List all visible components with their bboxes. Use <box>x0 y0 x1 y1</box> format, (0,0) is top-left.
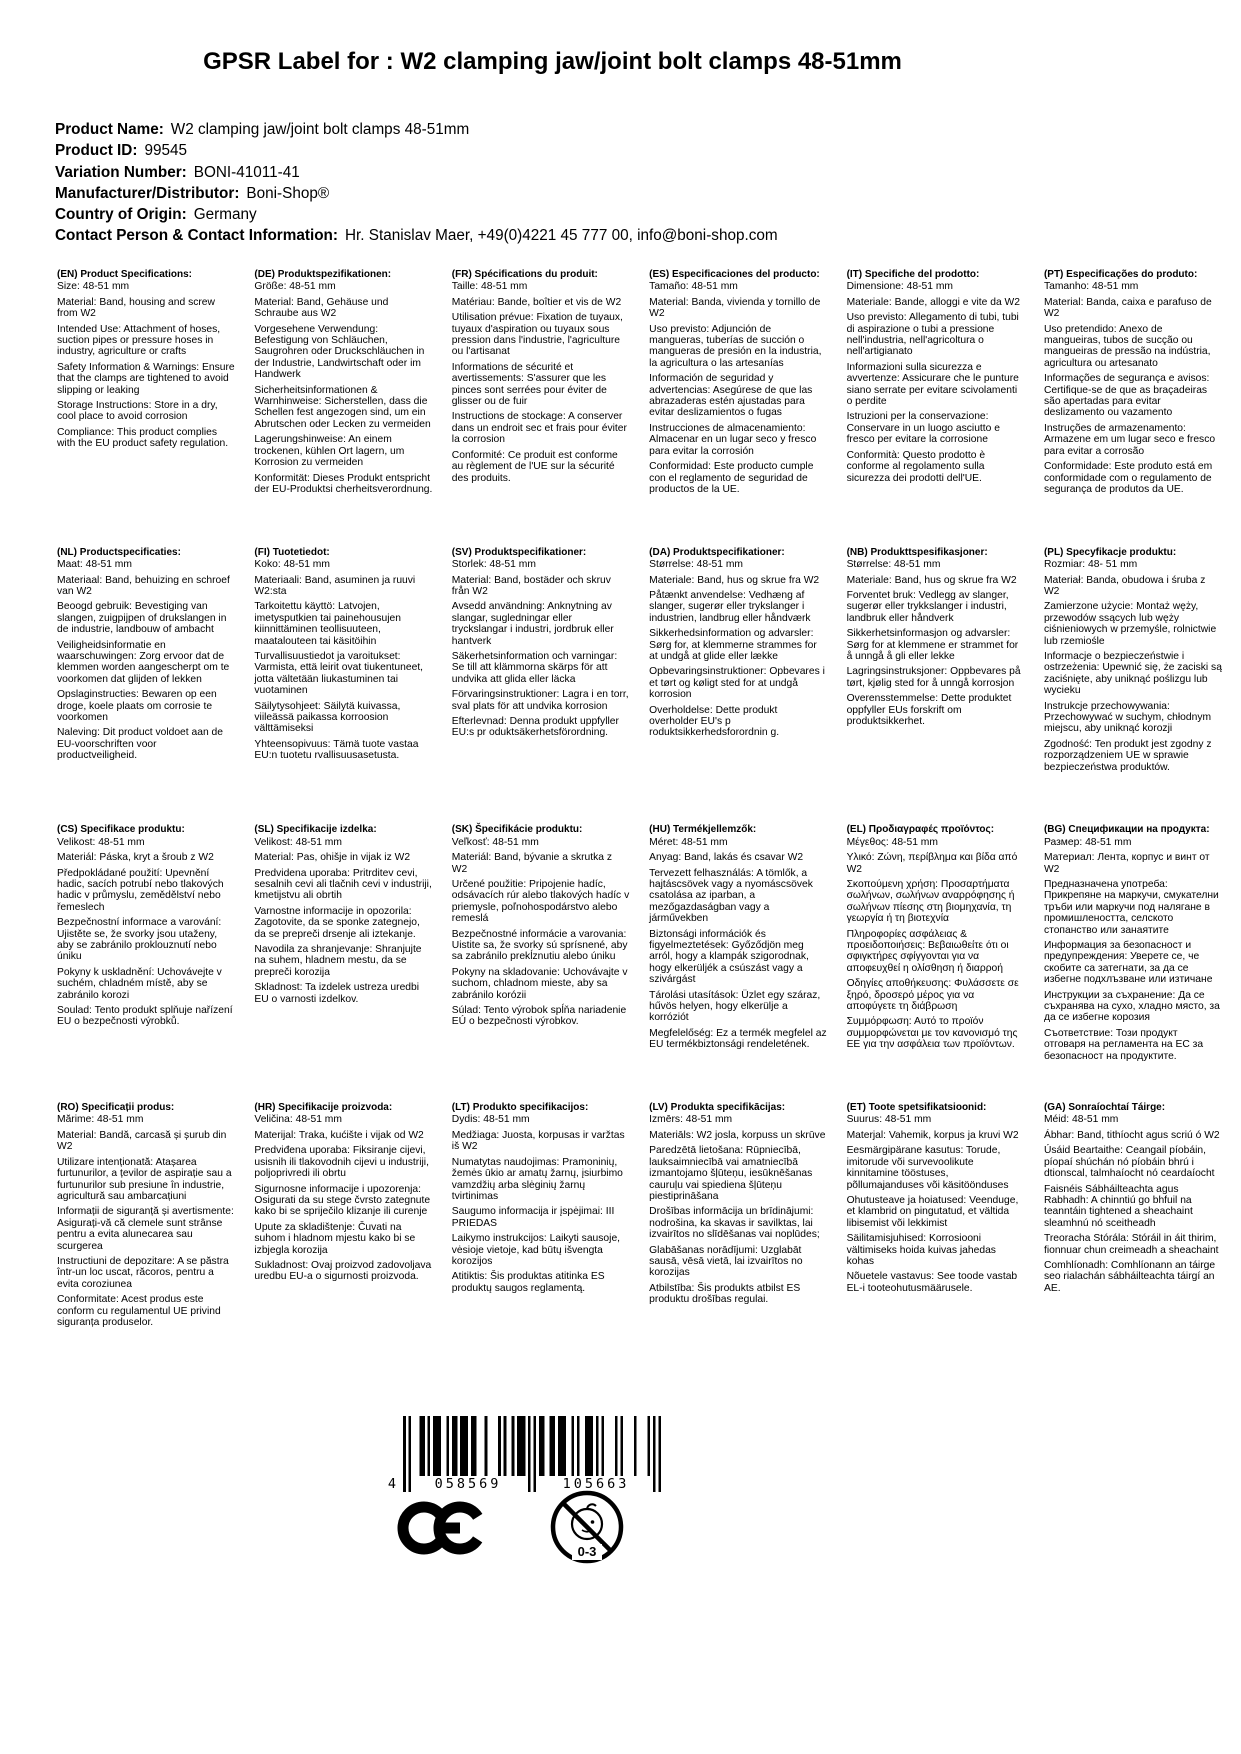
spec-item: Naleving: Dit product voldoet aan de EU-voorschriften voor productveiligheid. <box>57 727 223 762</box>
spec-item: Materiāls: W2 josla, korpuss un skrūve <box>649 1129 826 1141</box>
spec-item: Treoracha Stórála: Stóráil in áit thirim, fionnuar chun creimeadh a sheachaint <box>1043 1233 1219 1256</box>
spec-item: Sigurnosne informacije i upozorenja: Osigurati da su stege čvrsto zategnute kako bi se spriječilo klizanje ili curenje <box>254 1183 431 1218</box>
spec-item: Zamierzone użycie: Montaż węży, przewodów ssących lub węży ciśnieniowych w przemyśle, rolnictwie lub rzemiośle <box>1043 601 1217 647</box>
spec-item: Materiale: Band, hus og skrue fra W2 <box>649 574 820 586</box>
spec-item: Οδηγίες αποθήκευσης: Φυλάσσετε σε ξηρό, δροσερό μέρος για να αποφύγετε τη διάβρωση <box>846 978 1019 1013</box>
spec-item: Bezpečnostné informácie a varovania: Uistite sa, že svorky sú sprísnené, aby sa zabránilo prekĺznutiu alebo úniku <box>451 928 628 963</box>
spec-item: Informații de siguranță și avertismente: Asigurați-vă că clemele sunt strânse pentru a evita alunecarea sau scurgerea <box>57 1206 234 1252</box>
language-block-pl <box>1044 547 1241 825</box>
spec-item: Beoogd gebruik: Bevestiging van slangen, zuigpijpen of drukslangen in de industrie, landbouw of ambacht <box>57 601 227 636</box>
language-block-el <box>847 824 1044 1102</box>
language-header: (DE) Produktspezifikationen: <box>254 269 392 280</box>
spec-item: Velikost: 48-51 mm <box>57 836 145 848</box>
spec-item: Tamaño: 48-51 mm <box>649 281 738 293</box>
spec-item: Lagringsinstruksjoner: Oppbevares på tørt, kjølig sted for å unngå korrosjon <box>846 666 1021 689</box>
spec-item: Материал: Лента, корпус и винт от W2 <box>1043 852 1210 875</box>
spec-item: Größe: 48-51 mm <box>254 281 336 293</box>
spec-item: Размер: 48-51 mm <box>1043 836 1132 848</box>
language-header: (NB) Produkttspesifikasjoner: <box>846 546 988 558</box>
product-info-value: 99545 <box>144 142 187 160</box>
spec-item: Saugumo informacija ir įspėjimai: III PRIEDAS <box>451 1206 615 1229</box>
language-header: (CS) Specifikace produktu: <box>57 824 185 836</box>
spec-item: Tarkoitettu käyttö: Latvojen, imetysputkien tai painehousujen kiinnittäminen teollisuuteen, maatalouteen tai käsitöihin <box>254 601 401 647</box>
spec-item: Material: Banda, caixa e parafuso de W2 <box>1043 296 1212 320</box>
spec-item: Informazioni sulla sicurezza e avvertenze: Assicurare che le punture siano serrate per evitare scivolamenti o perdite <box>846 361 1019 408</box>
spec-item: Veľkosť: 48-51 mm <box>451 836 539 848</box>
spec-item: Conformidad: Este producto cumple con el reglamento de seguridad de productos de la UE. <box>649 461 814 495</box>
spec-item: Matériau: Bande, boîtier et vis de W2 <box>451 296 622 308</box>
language-header: (PL) Specyfikacje produktu: <box>1043 546 1177 558</box>
spec-item: Μέγεθος: 48-51 mm <box>846 836 938 848</box>
spec-item: Uso previsto: Adjunción de mangueras, tuberías de succión o mangueras de presión en la industria, la agricultura o las artesanías <box>649 323 822 369</box>
product-info-label: Contact Person & Contact Information: <box>55 227 338 245</box>
spec-item: Varnostne informacije in opozorila: Zagotovite, da se sponke zategnejo, da se prepreči drsenje ali iztekanje. <box>254 905 420 940</box>
spec-item: Velikost: 48-51 mm <box>254 836 342 848</box>
spec-item: Materiał: Banda, obudowa i śruba z W2 <box>1043 574 1206 597</box>
spec-item: Soulad: Tento produkt splňuje nařízení EU o bezpečnosti výrobků. <box>57 1005 233 1028</box>
spec-item: Určené použitie: Pripojenie hadíc, odsávacích rúr alebo tlakových hadíc v priemysle, poľnohospodárstvo alebo remeslá <box>451 879 630 925</box>
spec-item: Informações de segurança e avisos: Certifique-se de que as braçadeiras são apertadas para evitar deslizamento ou vazamento <box>1043 373 1210 419</box>
spec-item: Material: Pas, ohišje in vijak iz W2 <box>254 852 411 864</box>
spec-item: Инструкции за съхранение: Да се съхранява на сухо, хладно място, за да се избегне корозия <box>1043 989 1220 1024</box>
spec-item: Storage Instructions: Store in a dry, cool place to avoid corrosion <box>57 400 218 423</box>
spec-item: Comhlíonadh: Comhlíonann an táirge seo rialachán sábháilteachta táirgí an AE. <box>1043 1259 1216 1294</box>
product-info-value: Hr. Stanislav Maer, +49(0)4221 45 777 00, info@boni-shop.com <box>345 227 778 245</box>
product-info-label: Manufacturer/Distributor: <box>55 184 240 202</box>
spec-item: Sikkerhedsinformation og advarsler: Sørg for, at klemmerne strammes for at undgå at glide eller lække <box>649 628 817 662</box>
product-info-row <box>55 183 778 204</box>
spec-item: Maat: 48-51 mm <box>57 559 132 571</box>
spec-item: Faisnéis Sábháilteachta agus Rabhadh: A chinntiú go bhfuil na teanntáin tightened a sheachaint sleamhnú nó sceitheadh <box>1043 1183 1193 1229</box>
language-block-es <box>649 269 846 547</box>
spec-item: Materiaali: Band, asuminen ja ruuvi W2:sta <box>254 574 416 597</box>
spec-item: Overensstemmelse: Dette produktet oppfyller EUs forskrift om produktsikkerhet. <box>846 693 1012 727</box>
spec-item: Suurus: 48-51 mm <box>846 1114 932 1126</box>
spec-item: Πληροφορίες ασφάλειας & προειδοποιήσεις: Βεβαιωθείτε ότι οι σφιγκτήρες σφίγγονται για να αποφευχθεί η ολίσθηση ή διαρροή <box>846 928 1009 974</box>
language-block-it <box>847 269 1044 547</box>
language-block-et <box>847 1102 1044 1380</box>
spec-item: Conformità: Questo prodotto è conforme al regolamento sulla sicurezza dei prodotti dell'UE. <box>846 449 986 484</box>
spec-item: Predviđena uporaba: Fiksiranje cijevi, usisnih ili tlakovodnih cijevi u industriji, poljoprivredi ili obrtu <box>254 1145 429 1180</box>
language-grid <box>57 269 1241 1380</box>
spec-item: Uso previsto: Allegamento di tubi, tubi di aspirazione o tubi a pressione nell'industria, nell'agricoltura o nell'artigianato <box>846 312 1019 358</box>
spec-item: Instrucciones de almacenamiento: Almacenar en un lugar seco y fresco para evitar la corrosión <box>649 422 817 457</box>
language-header: (HR) Specifikacije proizvoda: <box>254 1102 393 1114</box>
spec-item: Sikkerhetsinformasjon og advarsler: Sørg for at klemmene er strammet for å unngå å gli eller lekke <box>846 628 1019 662</box>
spec-item: Conformitate: Acest produs este conform cu regulamentul UE privind siguranța produselor. <box>57 1294 221 1328</box>
spec-item: Paredzētā lietošana: Rūpniecībā, lauksaimniecībā vai amatniecībā izmantojamo šļūteņu, iesūknēšanas cauruļu vai spiediena šļūteņu piestiprināšana <box>649 1145 813 1202</box>
spec-item: Nõuetele vastavus: See toode vastab EL-i tooteohutusmäärusele. <box>846 1271 1018 1294</box>
language-block-pt <box>1044 269 1241 547</box>
spec-item: Sukladnost: Ovaj proizvod zadovoljava uredbu EU-a o sigurnosti proizvoda. <box>254 1259 432 1283</box>
spec-item: Säilytysohjeet: Säilytä kuivassa, viileässä paikassa korroosion välttämiseksi <box>254 700 401 735</box>
spec-item: Rozmiar: 48- 51 mm <box>1043 559 1138 571</box>
language-header: (BG) Спецификации на продукта: <box>1043 824 1210 836</box>
barcode-lead-digit: 4 <box>387 1476 397 1492</box>
spec-item: Vorgesehene Verwendung: Befestigung von Schläuchen, Saugrohren oder Druckschläuchen in der Industrie, Landwirtschaft oder im Handwerk <box>254 323 425 381</box>
spec-item: Súlad: Tento výrobok spĺňa nariadenie EÚ o bezpečnosti výrobkov. <box>451 1005 627 1028</box>
spec-item: Säilitamisjuhised: Korrosiooni vältimiseks hoida kuivas jahedas kohas <box>846 1233 996 1267</box>
spec-item: Konformität: Dieses Produkt entspricht der EU-Produktsi cherheitsverordnung. <box>254 472 433 495</box>
language-header: (ES) Especificaciones del producto: <box>649 269 820 280</box>
spec-item: Předpokládané použití: Upevnění hadic, sacích potrubí nebo tlakových hadic v průmyslu, zemědělství nebo řemeslech <box>57 867 224 913</box>
product-info-row <box>55 204 778 225</box>
spec-item: Υλικό: Ζώνη, περίβλημα και βίδα από W2 <box>846 852 1018 875</box>
spec-item: Tamanho: 48-51 mm <box>1043 281 1139 293</box>
language-block-en <box>57 269 254 547</box>
product-info-label: Product ID: <box>55 142 138 160</box>
spec-item: Materjal: Vahemik, korpus ja kruvi W2 <box>846 1129 1019 1141</box>
spec-item: Laikymo instrukcijos: Laikyti sausoje, vėsioje vietoje, kad būtų išvengta korozijos <box>451 1233 621 1267</box>
spec-item: Materiál: Páska, kryt a šroub z W2 <box>57 852 214 864</box>
language-header: (LV) Produkta specifikācijas: <box>649 1102 786 1114</box>
spec-item: Intended Use: Attachment of hoses, suction pipes or pressure hoses in industry, agriculture or crafts <box>57 323 221 358</box>
language-header: (ET) Toote spetsifikatsioonid: <box>846 1102 987 1114</box>
spec-item: Uso pretendido: Anexo de mangueiras, tubos de sucção ou mangueiras de pressão na indústria, agricultura ou artesanato <box>1043 323 1211 369</box>
language-header: (LT) Produkto specifikacijos: <box>451 1102 589 1114</box>
language-block-sk <box>452 824 649 1102</box>
spec-item: Safety Information & Warnings: Ensure that the clamps are tightened to avoid slipping or leaking <box>57 361 235 396</box>
language-block-lv <box>649 1102 846 1380</box>
page-title: GPSR Label for : W2 clamping jaw/joint bolt clamps 48-51mm <box>203 48 902 75</box>
spec-item: Atitiktis: Šis produktas atitinka ES produktų saugos reglamentą. <box>451 1271 605 1294</box>
spec-item: Utilisation prévue: Fixation de tuyaux, tuyaux d'aspiration ou tuyaux sous pression dans l'industrie, l'agriculture ou l'artisanat <box>451 312 623 358</box>
spec-item: Forventet bruk: Vedlegg av slanger, sugerør eller trykkslanger i industri, landbruk eller håndverk <box>846 589 1009 624</box>
spec-item: Upute za skladištenje: Čuvati na suhom i hladnom mjestu kako bi se izbjegla korozija <box>254 1221 416 1256</box>
product-info-label: Product Name: <box>55 121 164 138</box>
language-header: (GA) Sonraíochtaí Táirge: <box>1043 1102 1166 1114</box>
spec-item: Säkerhetsinformation och varningar: Se till att klämmorna skärps för att undvika att glida eller läcka <box>451 650 618 685</box>
spec-item: Sicherheitsinformationen & Warnhinweise: Sicherstellen, dass die Schellen fest angezogen sind, um ein Abrutschen oder Lecken zu vermeiden <box>254 384 431 430</box>
spec-item: Predvidena uporaba: Pritrditev cevi, sesalnih cevi ali tlačnih cevi v industriji, kmetijstvu ali obrtih <box>254 867 432 902</box>
product-info-value: Germany <box>193 206 257 224</box>
spec-item: Material: Banda, vivienda y tornillo de W2 <box>649 296 821 320</box>
spec-item: Ohutusteave ja hoiatused: Veenduge, et klambrid on pingutatud, et vältida libisemist või lekkimist <box>846 1194 1019 1229</box>
spec-item: Utilizare intenționată: Atașarea furtunurilor, a țevilor de aspirație sau a furtunurilor sub presiune în industrie, agricultură sau ambarcațiuni <box>57 1156 232 1202</box>
age-warning-icon <box>548 1488 626 1566</box>
language-block-sl <box>254 824 451 1102</box>
language-header: (FI) Tuotetiedot: <box>254 546 330 558</box>
spec-item: Størrelse: 48-51 mm <box>846 559 941 571</box>
spec-item: Instructions de stockage: A conserver dans un endroit sec et frais pour éviter la corrosion <box>451 411 627 446</box>
product-info-row <box>55 119 778 140</box>
spec-item: Koko: 48-51 mm <box>254 559 330 571</box>
spec-item: Medžiaga: Juosta, korpusas ir varžtas iš W2 <box>451 1129 625 1153</box>
spec-item: Material: Band, Gehäuse und Schraube aus W2 <box>254 296 389 320</box>
language-block-fi <box>254 547 451 825</box>
language-block-lt <box>452 1102 649 1380</box>
spec-item: Tárolási utasítások: Üzlet egy száraz, hűvös helyen, hogy elkerülje a korróziót <box>649 989 821 1024</box>
barcode-digits-group1: 058569 <box>420 1476 516 1493</box>
language-block-hr <box>254 1102 451 1380</box>
product-info-row <box>55 140 778 161</box>
spec-item: Conformité: Ce produit est conforme au règlement de l'UE sur la sécurité des produits. <box>451 449 618 484</box>
spec-item: Lagerungshinweise: An einem trockenen, kühlen Ort lagern, um Korrosion zu vermeiden <box>254 434 405 469</box>
spec-item: Materiale: Bande, alloggi e vite da W2 <box>846 296 1020 308</box>
language-block-nb <box>847 547 1044 825</box>
spec-item: Dydis: 48-51 mm <box>451 1114 530 1126</box>
spec-item: Påtænkt anvendelse: Vedhæng af slanger, sugerør eller trykslanger i industrien, landbrug eller håndværk <box>649 589 811 624</box>
language-block-ga <box>1044 1102 1241 1380</box>
product-info-value: W2 clamping jaw/joint bolt clamps 48-51mm <box>170 121 470 138</box>
spec-item: Instruções de armazenamento: Armazene em um lugar seco e fresco para evitar a corrosão <box>1043 422 1216 457</box>
language-block-da <box>649 547 846 825</box>
spec-item: Ábhar: Band, tithíocht agus scriú ó W2 <box>1043 1129 1220 1141</box>
spec-item: Izmērs: 48-51 mm <box>649 1114 733 1126</box>
language-block-de <box>254 269 451 547</box>
spec-item: Informacje o bezpieczeństwie i ostrzeżenia: Upewnić się, że zaciski są zaciśnięte, aby uniknąć poślizgu lub wycieku <box>1043 650 1222 697</box>
spec-item: Съответствие: Този продукт отговаря на регламента на ЕС за безопасност на продуктите. <box>1043 1027 1204 1062</box>
language-header: (NL) Productspecificaties: <box>57 546 181 558</box>
language-header: (SV) Produktspecifikationer: <box>451 546 587 558</box>
language-header: (HU) Termékjellemzők: <box>649 824 757 836</box>
product-info-label: Variation Number: <box>55 163 187 181</box>
spec-item: Yhteensopivuus: Tämä tuote vastaa EU:n tuotetu rvallisuusasetusta. <box>254 738 419 762</box>
language-block-nl <box>57 547 254 825</box>
language-header: (RO) Specificații produs: <box>57 1102 175 1114</box>
spec-item: Información de seguridad y advertencias: Asegúrese de que las abrazaderas estén ajustadas para evitar deslizamientos o fugas <box>649 373 813 419</box>
spec-item: Avsedd användning: Anknytning av slangar, sugledningar eller tryckslangar i industri, jordbruk eller hantverk <box>451 601 614 647</box>
language-header: (EL) Προδιαγραφές προϊόντος: <box>846 824 995 836</box>
spec-item: Material: Band, bostäder och skruv från W2 <box>451 574 611 597</box>
spec-item: Veiligheidsinformatie en waarschuwingen: Zorg ervoor dat de klemmen worden aangescherpt om te voorkomen dat glijden of lekken <box>57 639 230 685</box>
spec-item: Taille: 48-51 mm <box>451 281 528 293</box>
product-info-row <box>55 162 778 183</box>
spec-item: Atbilstība: Šis produkts atbilst ES produktu drošības regulai. <box>649 1282 801 1306</box>
language-block-bg <box>1044 824 1241 1102</box>
spec-item: Navodila za shranjevanje: Shranjujte na suhem, hladnem mestu, da se prepreči korozija <box>254 944 422 978</box>
spec-item: Anyag: Band, lakás és csavar W2 <box>649 852 804 864</box>
spec-item: Numatytas naudojimas: Pramoninių, žemės ūkio ar amatų žarnų, įsiurbimo vamzdžių arba slėginių žarnų tvirtinimas <box>451 1156 623 1202</box>
spec-item: Instructiuni de depozitare: A se păstra într-un loc uscat, răcoros, pentru a evita coroziunea <box>57 1255 229 1290</box>
spec-item: Efterlevnad: Denna produkt uppfyller EU:s pr oduktsäkerhetsförordning. <box>451 715 619 739</box>
language-block-ro <box>57 1102 254 1380</box>
product-info-row <box>55 225 778 246</box>
spec-item: Предназначена употреба: Прикрепяне на маркучи, смукателни тръби или маркучи под налягане в промишлеността, селското стопанство или занаятите <box>1043 879 1219 936</box>
language-block-sv <box>452 547 649 825</box>
spec-item: Biztonsági információk és figyelmeztetések: Győződjön meg arról, hogy a klampák szigorodnak, hogy elkerüljék a csúszást vagy a szivárgást <box>649 928 809 986</box>
spec-item: Størrelse: 48-51 mm <box>649 559 744 571</box>
spec-item: Veličina: 48-51 mm <box>254 1114 342 1126</box>
spec-item: Mărime: 48-51 mm <box>57 1114 144 1126</box>
product-info-value: BONI-41011-41 <box>193 163 300 181</box>
spec-item: Instrukcje przechowywania: Przechowywać w suchym, chłodnym miejscu, aby uniknąć korozji <box>1043 700 1212 735</box>
spec-item: Eesmärgipärane kasutus: Torude, imitorude või survevoolikute kinnitamine tööstuses, põllumajanduses või käsitöönduses <box>846 1145 1009 1191</box>
spec-item: Material: Bandă, carcasă și șurub din W2 <box>57 1129 227 1153</box>
spec-item: Pokyny na skladovanie: Uchovávajte v suchom, chladnom mieste, aby sa zabránilo korózii <box>451 966 628 1001</box>
spec-item: Overholdelse: Dette produkt overholder EU's p roduktsikkerhedsforordnin g. <box>649 704 780 739</box>
spec-item: Информация за безопасност и предупреждения: Уверете се, че скобите са затегнати, за да се избегне подхлъзване или изтичане <box>1043 940 1213 986</box>
spec-item: Size: 48-51 mm <box>57 281 130 293</box>
spec-item: Conformidade: Este produto está em conformidade com o regulamento de segurança de produtos da UE. <box>1043 461 1213 495</box>
product-info-block <box>55 119 778 247</box>
spec-item: Glabāšanas norādījumi: Uzglabāt sausā, vēsā vietā, lai izvairītos no korozijas <box>649 1244 803 1279</box>
age-range-label: 0-3 <box>577 1544 597 1559</box>
spec-item: Opbevaringsinstruktioner: Opbevares i et tørt og køligt sted for at undgå korrosion <box>649 666 825 701</box>
spec-item: Σκοπούμενη χρήση: Προσαρτήματα σωλήνων, σωλήνων αναρρόφησης ή σωλήνων πίεσης στη βιομηχανία, τη γεωργία ή τη βιοτεχνία <box>846 879 1015 925</box>
spec-item: Materiaal: Band, behuizing en schroef van W2 <box>57 574 230 597</box>
language-header: (FR) Spécifications du produit: <box>451 269 598 280</box>
barcode <box>387 1416 661 1498</box>
spec-item: Informations de sécurité et avertissements: S'assurer que les pinces sont serrées pour éviter de glisser ou de fuir <box>451 361 607 408</box>
spec-item: Förvaringsinstruktioner: Lagra i en torr, sval plats för att undvika korrosion <box>451 689 629 712</box>
spec-item: Materijal: Traka, kućište i vijak od W2 <box>254 1129 424 1141</box>
language-header: (DA) Produktspecifikationer: <box>649 546 785 558</box>
spec-item: Bezpečnostní informace a varování: Ujistěte se, že svorky jsou utaženy, aby se zabránilo proklouznutí nebo úniku <box>57 917 222 963</box>
language-header: (SK) Špecifikácie produktu: <box>451 824 583 836</box>
spec-item: Turvallisuustiedot ja varoitukset: Varmista, että leirit ovat tiukentuneet, jotta vältetään liukastuminen tai vuotaminen <box>254 650 424 697</box>
spec-item: Drošības informācija un brīdinājumi: nodrošina, ka skavas ir savilktas, lai izvairītos no slīdēšanas vai noplūdes; <box>649 1206 820 1241</box>
spec-item: Skladnost: Ta izdelek ustreza uredbi EU o varnosti izdelkov. <box>254 982 420 1005</box>
spec-item: Storlek: 48-51 mm <box>451 559 536 571</box>
spec-item: Opslaginstructies: Bewaren op een droge, koele plaats om corrosie te voorkomen <box>57 689 217 723</box>
spec-item: Συμμόρφωση: Αυτό το προϊόν συμμορφώνεται με τον κανονισμό της ΕΕ για την ασφάλεια των προϊόντων. <box>846 1016 1018 1051</box>
spec-item: Zgodność: Ten produkt jest zgodny z rozporządzeniem UE w sprawie bezpieczeństwa produktów. <box>1043 738 1212 773</box>
spec-item: Istruzioni per la conservazione: Conservare in un luogo asciutto e fresco per evitare la corrosione <box>846 411 1000 446</box>
spec-item: Méid: 48-51 mm <box>1043 1114 1119 1126</box>
product-info-value: Boni-Shop® <box>246 184 330 202</box>
language-block-hu <box>649 824 846 1102</box>
spec-item: Material: Band, housing and screw from W2 <box>57 296 215 320</box>
spec-item: Pokyny k uskladnění: Uchovávejte v suchém, chladném místě, aby se zabránilo korozi <box>57 966 222 1001</box>
spec-item: Tervezett felhasználás: A tömlők, a hajtáscsövek vagy a nyomáscsövek csatolása az iparban, a mezőgazdaságban vagy a járművekben <box>649 867 813 925</box>
spec-item: Úsáid Beartaithe: Ceangail píobáin, píopaí shúchán nó píobáin bhrú i dtionscal, talmhaíocht nó ceardaíocht <box>1043 1145 1215 1180</box>
spec-item: Megfelelőség: Ez a termék megfelel az EU termékbiztonsági rendeletének. <box>649 1027 827 1051</box>
spec-item: Méret: 48-51 mm <box>649 836 728 848</box>
product-info-label: Country of Origin: <box>55 206 187 224</box>
spec-item: Dimensione: 48-51 mm <box>846 281 954 293</box>
language-block-fr <box>452 269 649 547</box>
spec-item: Compliance: This product complies with the EU product safety regulation. <box>57 426 229 450</box>
barcode-digits-group2: 105663 <box>548 1476 644 1493</box>
language-block-cs <box>57 824 254 1102</box>
language-header: (EN) Product Specifications: <box>57 269 193 280</box>
language-header: (PT) Especificações do produto: <box>1043 269 1198 280</box>
language-header: (SL) Specifikacije izdelka: <box>254 824 377 836</box>
spec-item: Materiale: Band, hus og skrue fra W2 <box>846 574 1017 586</box>
spec-item: Materiál: Band, bývanie a skrutka z W2 <box>451 852 613 875</box>
ce-mark-icon <box>397 1496 485 1560</box>
language-header: (IT) Specifiche del prodotto: <box>846 269 980 280</box>
